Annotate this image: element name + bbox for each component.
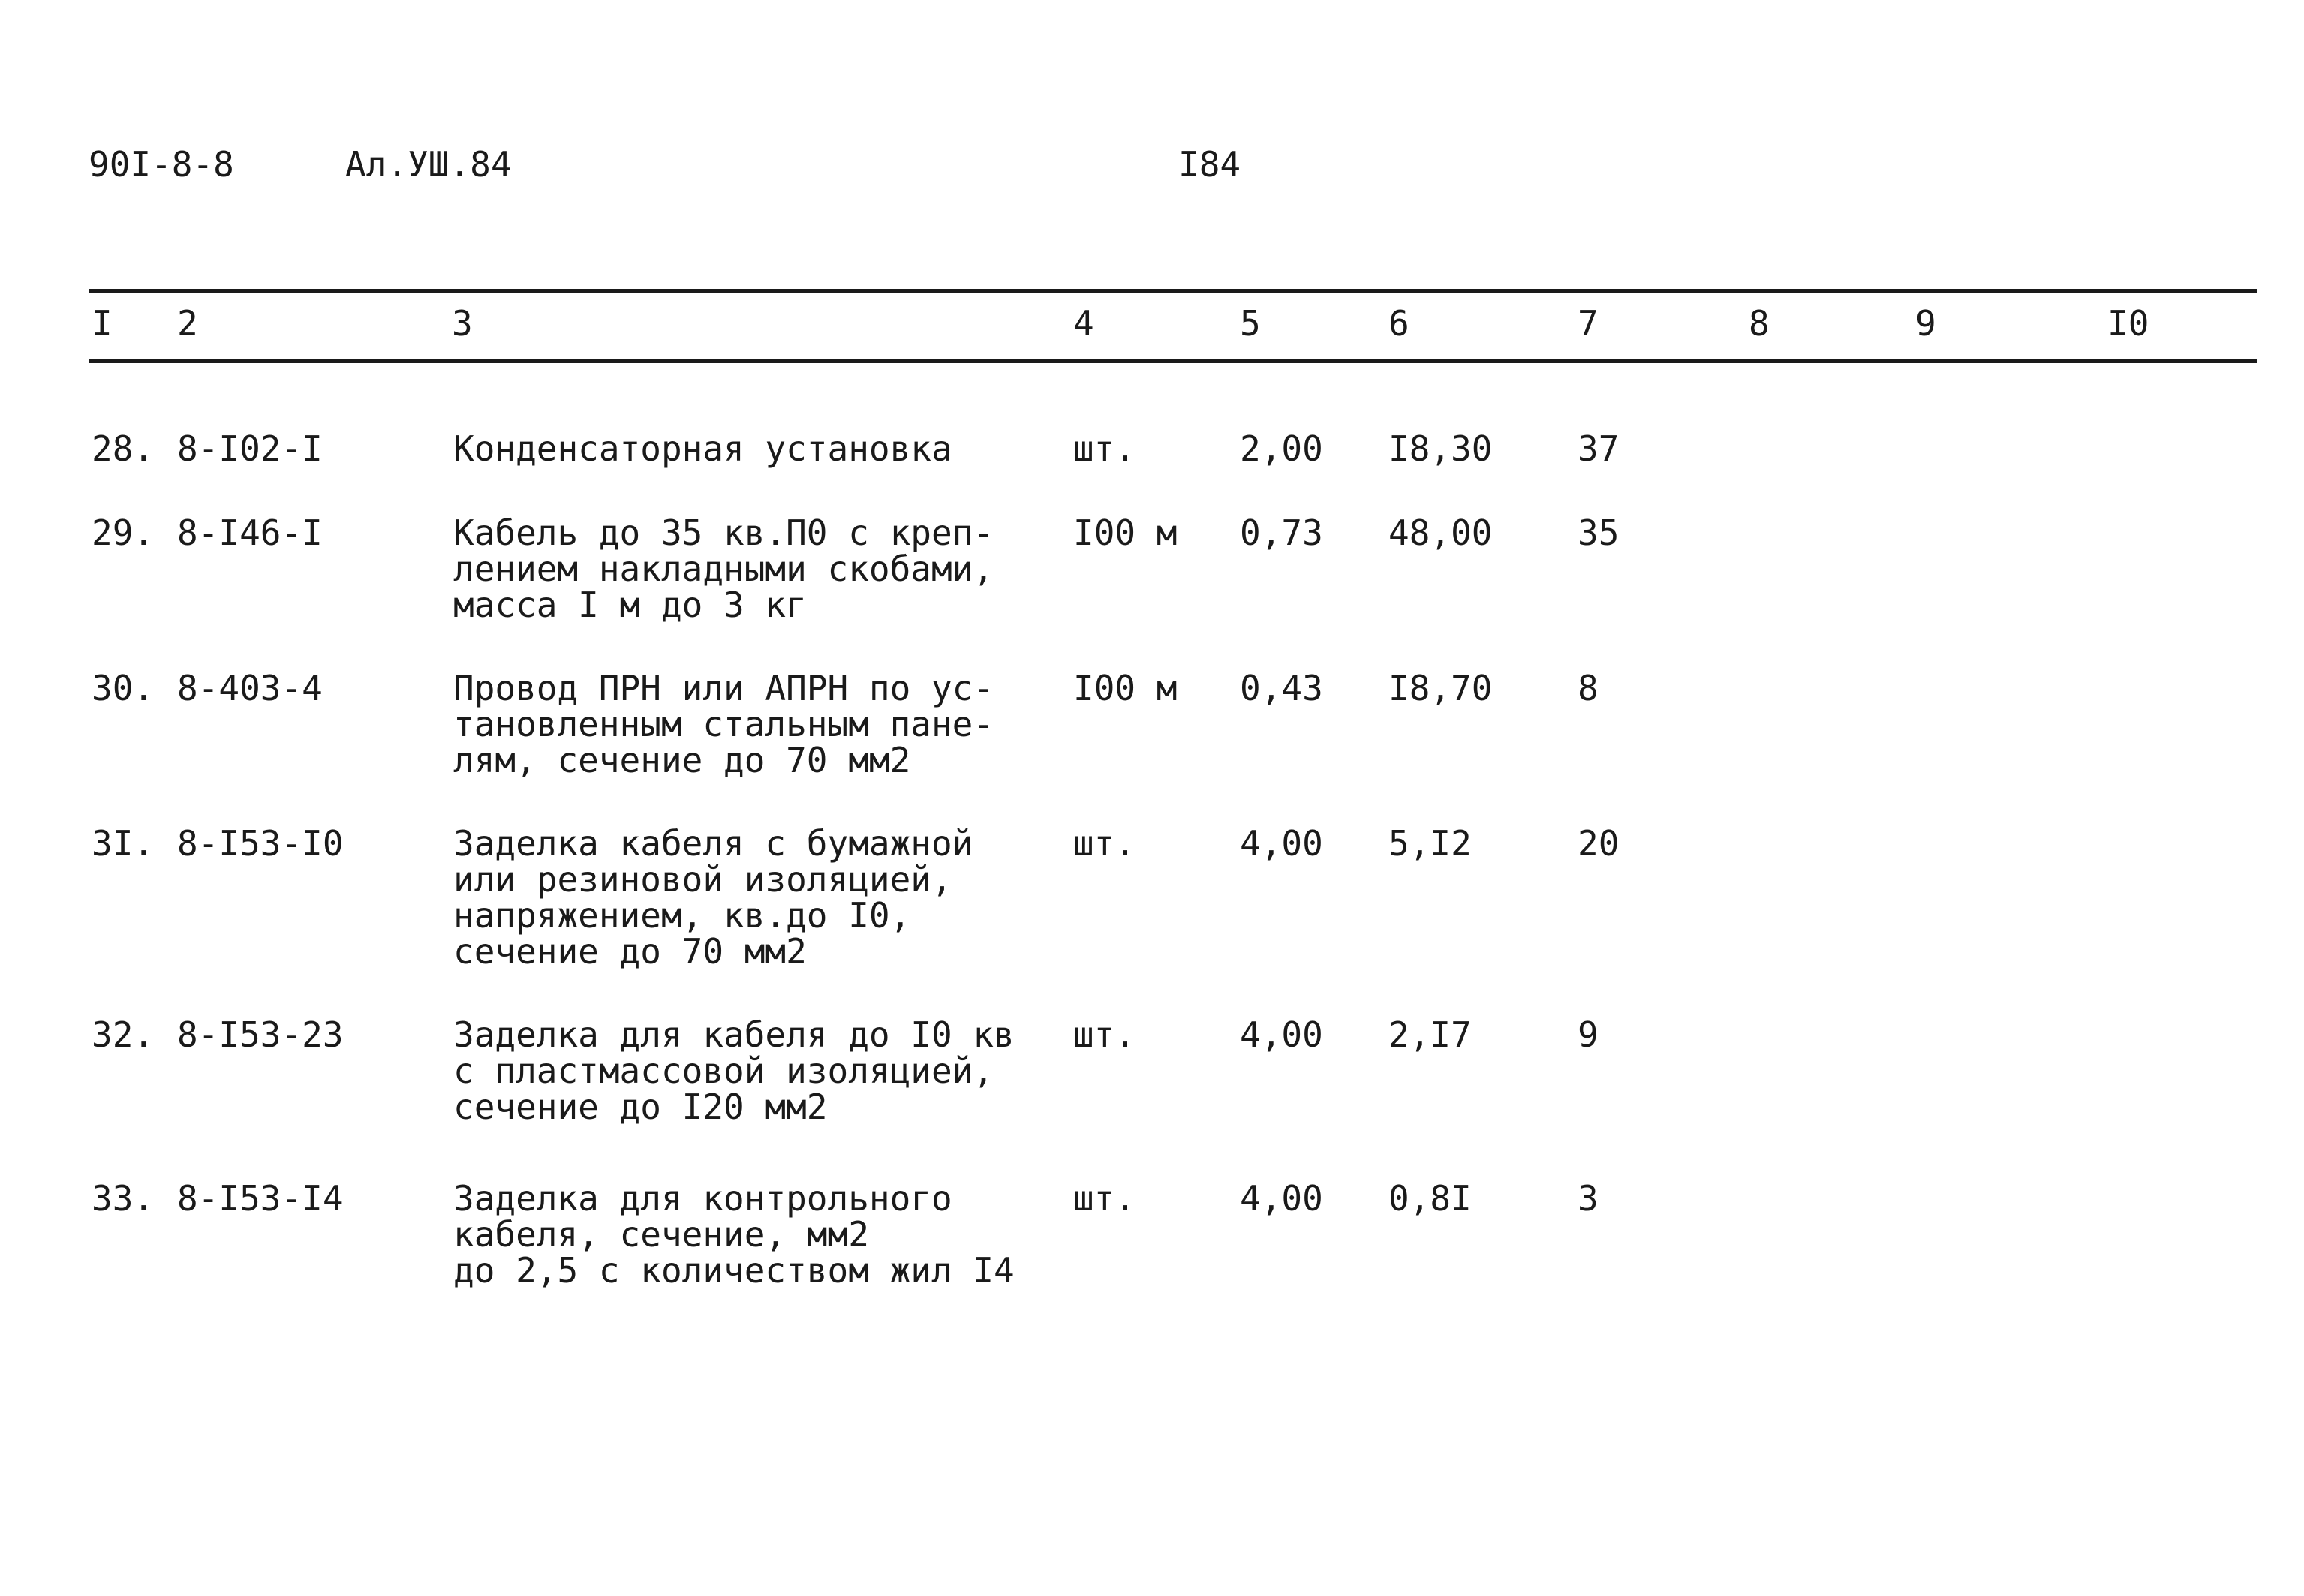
description-line: тановленным стальным пане- bbox=[453, 704, 994, 744]
work-description bbox=[453, 428, 952, 469]
total: 35 bbox=[1578, 512, 1620, 553]
document-code: 90I-8-8 bbox=[89, 144, 234, 185]
column-number-9: 9 bbox=[1915, 303, 1936, 344]
description-line: Заделка кабеля с бумажной bbox=[453, 823, 973, 864]
description-line: с пластмассовой изоляцией, bbox=[453, 1050, 994, 1091]
unit-price: 2,I7 bbox=[1388, 1014, 1472, 1055]
column-number-2: 2 bbox=[177, 303, 198, 344]
unit-price: 0,8I bbox=[1388, 1178, 1472, 1219]
rate-code: 8-I53-23 bbox=[177, 1014, 344, 1055]
column-number-8: 8 bbox=[1749, 303, 1770, 344]
work-description bbox=[453, 1178, 1015, 1291]
description-line: до 2,5 с количеством жил I4 bbox=[453, 1250, 1015, 1291]
description-line: или резиновой изоляцией, bbox=[453, 859, 952, 900]
row-number: 3I. bbox=[92, 823, 155, 864]
unit-price: 48,00 bbox=[1388, 512, 1493, 553]
description-line: сечение до I20 мм2 bbox=[453, 1087, 828, 1127]
description-line: напряжением, кв.до I0, bbox=[453, 895, 911, 936]
rate-code: 8-I53-I4 bbox=[177, 1178, 344, 1219]
work-description bbox=[453, 512, 994, 625]
total: 8 bbox=[1578, 668, 1599, 708]
quantity: 2,00 bbox=[1240, 428, 1323, 469]
column-number-6: 6 bbox=[1388, 303, 1409, 344]
quantity: 4,00 bbox=[1240, 1014, 1323, 1055]
row-number: 30. bbox=[92, 668, 155, 708]
rate-code: 8-I46-I bbox=[177, 512, 323, 553]
description-line: Провод ПРН или АПРН по ус- bbox=[453, 668, 994, 708]
description-line: Кабель до 35 кв.П0 с креп- bbox=[453, 512, 994, 553]
album-code: Ал.УШ.84 bbox=[345, 144, 512, 185]
row-number: 33. bbox=[92, 1178, 155, 1219]
description-line: Конденсаторная установка bbox=[453, 428, 952, 469]
total: 3 bbox=[1578, 1178, 1599, 1219]
work-description bbox=[453, 670, 994, 778]
unit: шт. bbox=[1073, 823, 1136, 864]
description-line: Заделка для контрольного bbox=[453, 1178, 952, 1219]
description-line: кабеля, сечение, мм2 bbox=[453, 1214, 869, 1255]
description-line: Заделка для кабеля до I0 кв bbox=[453, 1014, 1015, 1055]
unit-price: 5,I2 bbox=[1388, 823, 1472, 864]
unit: шт. bbox=[1073, 1014, 1136, 1055]
column-number-4: 4 bbox=[1073, 303, 1094, 344]
row-number: 29. bbox=[92, 512, 155, 553]
column-number-10: I0 bbox=[2107, 303, 2149, 344]
unit: I00 м bbox=[1073, 668, 1178, 708]
column-number-1: I bbox=[92, 303, 113, 344]
header-bottom-rule bbox=[89, 359, 2257, 363]
quantity: 4,00 bbox=[1240, 823, 1323, 864]
row-number: 28. bbox=[92, 428, 155, 469]
quantity: 0,43 bbox=[1240, 668, 1323, 708]
description-line: лям, сечение до 70 мм2 bbox=[453, 740, 911, 780]
quantity: 0,73 bbox=[1240, 512, 1323, 553]
column-number-7: 7 bbox=[1578, 303, 1599, 344]
unit-price: I8,70 bbox=[1388, 668, 1493, 708]
column-number-5: 5 bbox=[1240, 303, 1261, 344]
work-description bbox=[453, 1014, 1015, 1127]
total: 20 bbox=[1578, 823, 1620, 864]
page-number: I84 bbox=[1178, 144, 1241, 185]
description-line: масса I м до 3 кг bbox=[453, 585, 807, 625]
unit: I00 м bbox=[1073, 512, 1178, 553]
unit: шт. bbox=[1073, 428, 1136, 469]
quantity: 4,00 bbox=[1240, 1178, 1323, 1219]
description-line: лением накладными скобами, bbox=[453, 549, 994, 589]
unit: шт. bbox=[1073, 1178, 1136, 1219]
row-number: 32. bbox=[92, 1014, 155, 1055]
table-top-rule bbox=[89, 289, 2257, 293]
rate-code: 8-403-4 bbox=[177, 668, 323, 708]
total: 9 bbox=[1578, 1014, 1599, 1055]
work-description bbox=[453, 823, 973, 972]
rate-code: 8-I53-I0 bbox=[177, 823, 344, 864]
total: 37 bbox=[1578, 428, 1620, 469]
column-number-3: 3 bbox=[452, 303, 473, 344]
rate-code: 8-I02-I bbox=[177, 428, 323, 469]
description-line: сечение до 70 мм2 bbox=[453, 931, 807, 972]
unit-price: I8,30 bbox=[1388, 428, 1493, 469]
